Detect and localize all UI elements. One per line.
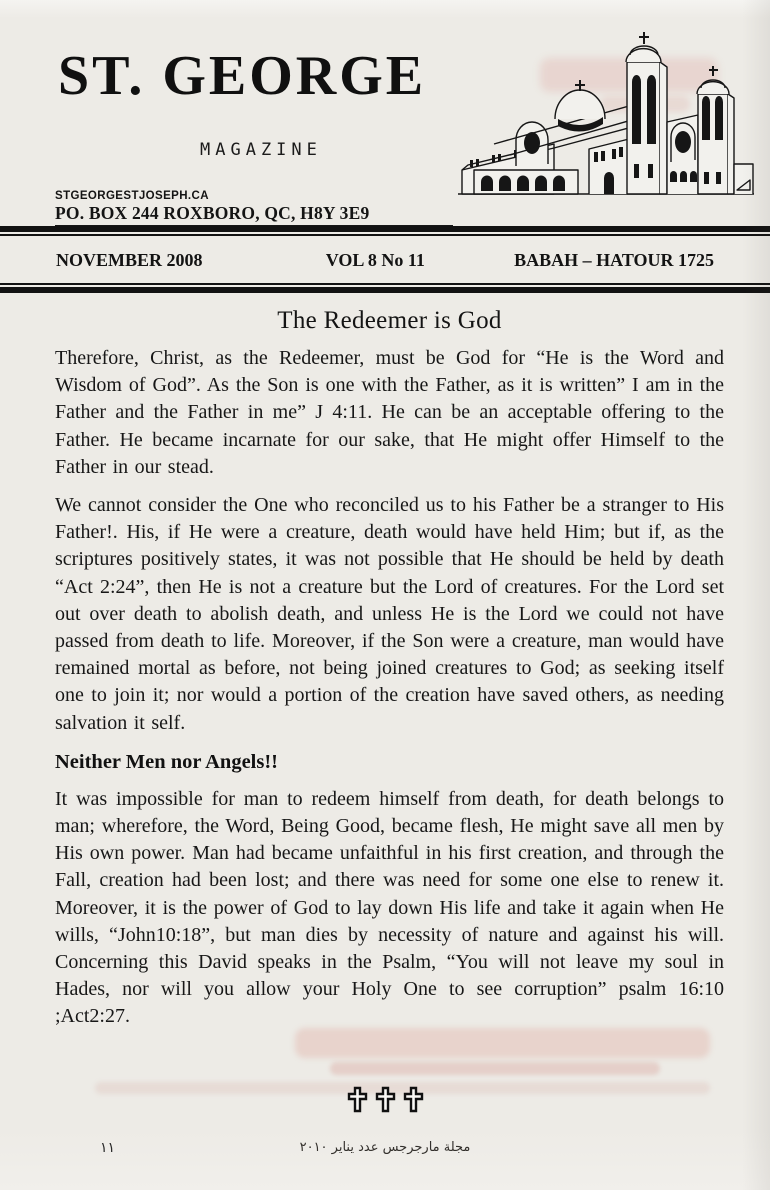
separator-top [0, 226, 770, 236]
masthead [0, 0, 770, 226]
article-subheading: Neither Men nor Angels!! [55, 750, 279, 773]
church-illustration [454, 22, 756, 210]
issue-date: NOVEMBER 2008 [56, 250, 203, 270]
separator-bottom [0, 283, 770, 293]
article [0, 293, 770, 1031]
page-footer [0, 1138, 770, 1164]
article-paragraph-3: It was impossible for man to redeem himself from death, for death belongs to man; wherefore, the Word, Being Good, became flesh, He might save all men by His own power. Man had became unfaithful in his first creation, and through the Fall, creation had been lost; and there was need for some one else to renew it. Moreover, it is the power of God to lay down His life and take it again when He wills, “John10:18”, but man dies by necessity of nature and against his will. Concerning this David speaks in the Psalm, “You will not leave my soul in Hades, nor will you allow your Holy One to see corruption” psalm 16:10 ;Act2:27. [55, 787, 724, 1028]
article-paragraph-2: We cannot consider the One who reconciled us to his Father be a stranger to His Father!. His, if He were a creature, death would have held Him; but if, as the scriptures positively states, it was not possible that He should be held by death “Act 2:24”, then He is not a creature but the Lord of creatures. For the Lord set out over death to abolish death, and unless He is the Lord we could not have passed from death to life. Moreover, if the Son were a creature, man would have remained mortal as before, not being joined creatures to God; as seeking itself one to join it; nor would a portion of the creation have saved others, as needing salvation it self. [55, 494, 724, 734]
crosses-decoration [0, 1086, 770, 1113]
article-title: The Redeemer is God [277, 307, 502, 334]
issue-bar [0, 236, 770, 283]
footer-imprint: مجلة مارجرجس عدد يناير ٢٠١٠ [299, 1140, 471, 1155]
page-number: ١١ [100, 1140, 116, 1156]
bleed-through-artifact [330, 1062, 660, 1075]
website-url: STGEORGESTJOSEPH.CA [55, 190, 209, 202]
magazine-subtitle: MAGAZINE [200, 140, 322, 160]
issue-coptic-date: BABAH – HATOUR 1725 [514, 250, 714, 270]
issue-volume: VOL 8 No 11 [325, 250, 425, 270]
cross-icon [375, 1086, 396, 1113]
bleed-through-artifact [295, 1028, 710, 1058]
church-icon [454, 22, 756, 210]
cross-icon [347, 1086, 368, 1113]
magazine-title: ST. GEORGE [58, 45, 427, 107]
po-box-address: PO. BOX 244 ROXBORO, QC, H8Y 3E9 [55, 203, 453, 227]
cross-icon [403, 1086, 424, 1113]
article-paragraph-1: Therefore, Christ, as the Redeemer, must be God for “He is the Word and Wisdom of God”. As the Son is one with the Father, as it is written” I am in the Father and the Father in me” J 4:11. He can be an acceptable offering to the Father. He became incarnate for our sake, that He might offer Himself to the Father in our stead. [55, 347, 724, 478]
